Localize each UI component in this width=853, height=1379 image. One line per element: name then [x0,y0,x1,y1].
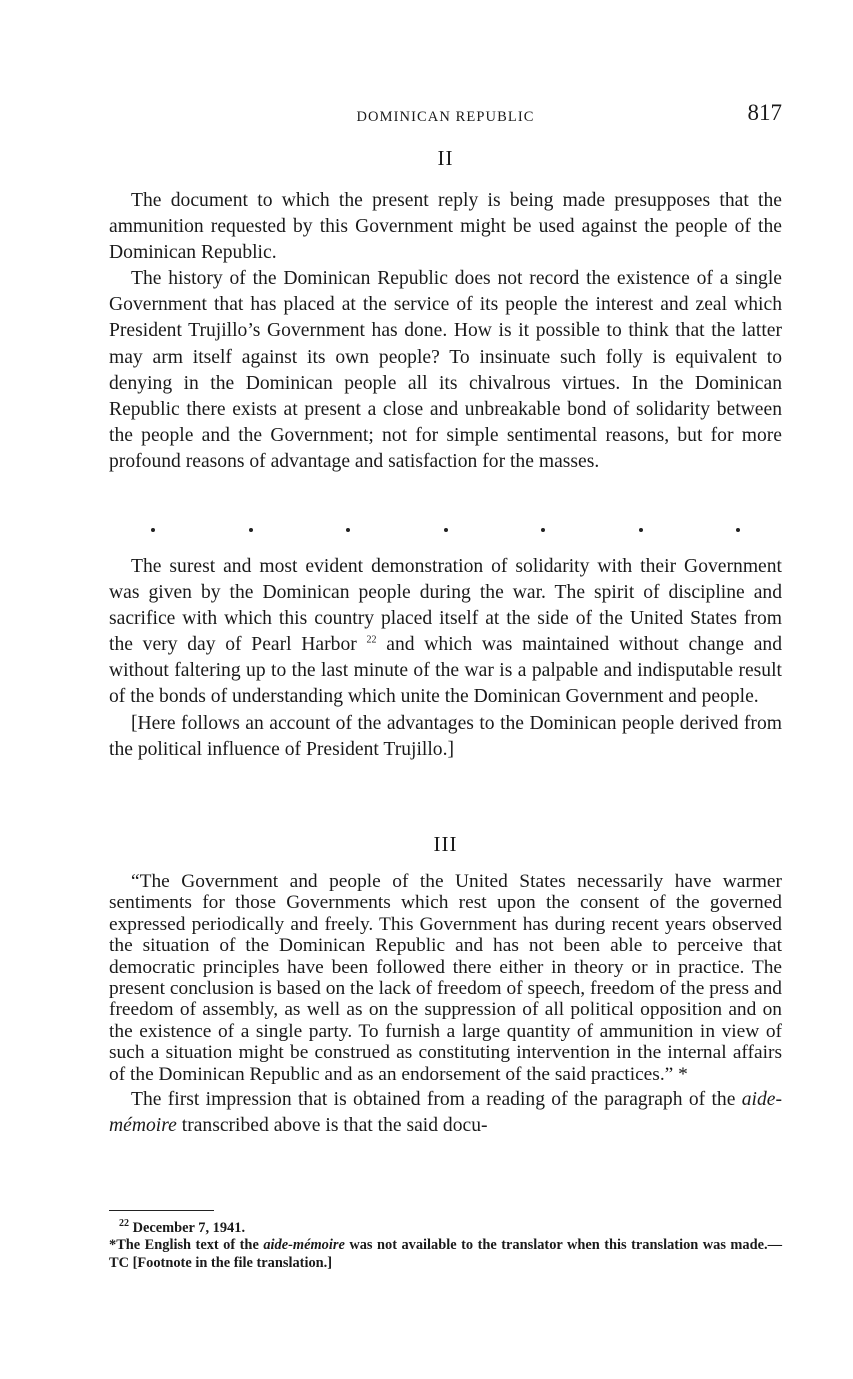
footnotes [109,1220,782,1272]
ellipsis-dot [639,528,643,532]
editorial-note: [Here follows an account of the advantages to the Dominican people derived from the political influence of President Trujillo.] [109,712,782,760]
section-ii-continued [109,554,782,763]
ellipsis-dot [249,528,253,532]
section-ii-body [109,188,782,475]
footnote-text: *The English text of the [109,1237,259,1254]
paragraph-text: transcribed above is that the said docu- [181,1115,488,1137]
footnote-ref: 22 [366,634,377,646]
ellipsis-divider [109,528,782,548]
paragraph-text: The surest and most evident demonstration of solidarity with their Government was given by the Dominican people during the war. The spirit of discipline and sacrifice with which this country placed itself at the side of the United States from the very day of Pearl Harbor [109,556,782,656]
paragraph [109,554,782,711]
running-title: DOMINICAN REPUBLIC [356,109,535,125]
section-heading-iii: III [433,832,458,856]
running-head [109,100,782,130]
footnote-marker: 22 [119,1218,129,1230]
footnote-text: was not available to the translator when this translation was made.—TC [Footnote in the file translation.] [109,1237,782,1271]
footnote-22 [109,1220,782,1237]
footnote-star [109,1237,782,1272]
paragraph-text: The first impression that is obtained from a reading of the paragraph of the [131,1089,736,1111]
section-iii-body [109,871,782,1139]
section-heading-ii: II [437,146,454,170]
paragraph [109,1087,782,1139]
paragraph-text: and which was maintained without change and without faltering up to the last minute of the war is a palpable and indisputable result of the bonds of understanding which unite the Dominican Government and people. [109,634,782,708]
ellipsis-dot [444,528,448,532]
page-number: 817 [747,100,782,125]
ellipsis-dot [736,528,740,532]
italic-term: aide-mémoire [263,1237,345,1254]
italic-term: aide-mémoire [109,1089,783,1137]
quoted-aide-memoire: “The Government and people of the United States necessarily have warmer sentiments for those Governments which rest upon the consent of the governed expressed periodically and freely. This Government has during recent years observed the situation of the Dominican Republic and has not been able to perceive that democratic principles have been followed there either in theory or in practice. The present conclusion is based on the lack of freedom of speech, freedom of the press and freedom of assembly, as well as on the suppression of all political opposition and on the existence of a single party. To furnish a large quantity of ammunition in view of such a situation might be construed as constituting intervention in the internal affairs of the Dominican Republic and as an endorsement of the said practices.” * [109,871,782,1085]
footnote-text: December 7, 1941. [132,1220,246,1236]
ellipsis-dot [346,528,350,532]
footnote-rule [109,1210,214,1211]
ellipsis-dot [151,528,155,532]
paragraph: The document to which the present reply is being made presupposes that the ammunition requested by this Government might be used against the people of the Dominican Republic. [109,190,782,264]
paragraph: The history of the Dominican Republic does not record the existence of a single Government that has placed at the service of its people the interest and zeal which President Trujillo’s Government has done. How is it possible to think that the latter may arm itself against its own people? To insinuate such folly is equivalent to denying in the Dominican people all its chivalrous virtues. In the Dominican Republic there exists at present a close and unbreakable bond of solidarity between the people and the Government; not for simple sentimental reasons, but for more profound reasons of advantage and satisfaction for the masses. [109,268,782,472]
ellipsis-dot [541,528,545,532]
